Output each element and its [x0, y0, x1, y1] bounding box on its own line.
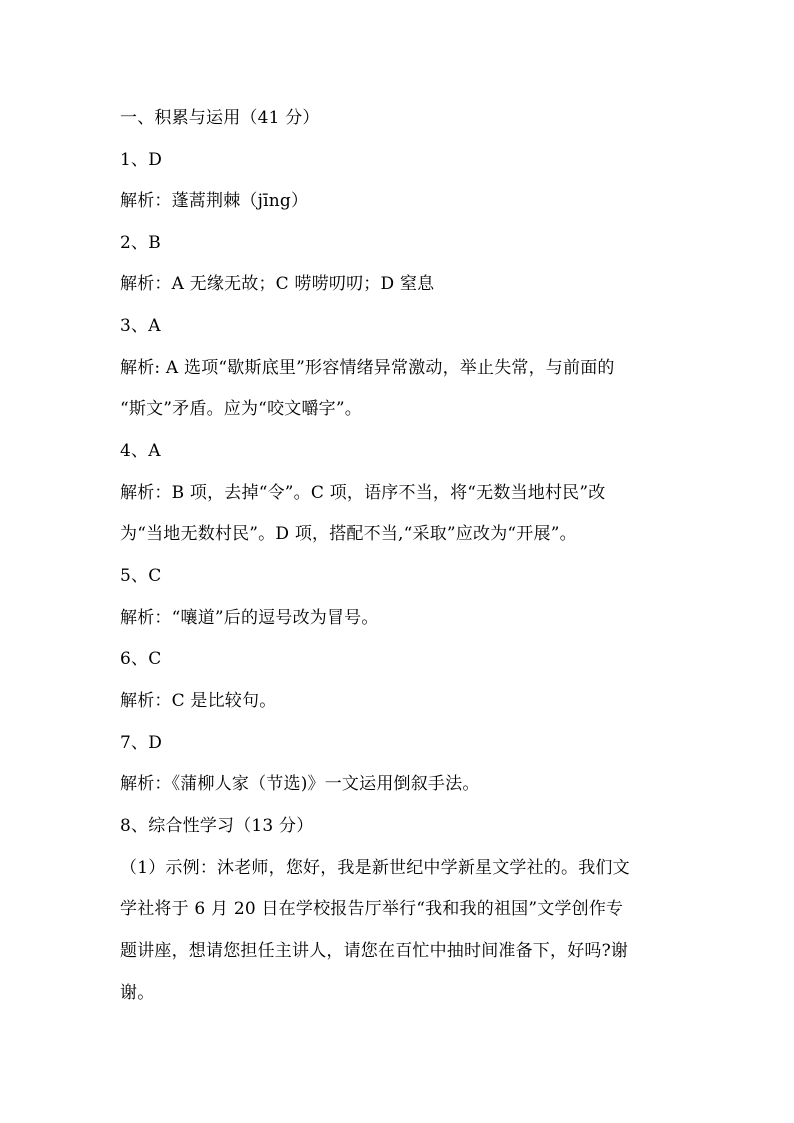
- item-4-analysis-line-1: 解析：B 项，去掉“令”。C 项，语序不当，将“无数当地村民”改: [120, 483, 606, 503]
- item-6-analysis: 解析：C 是比较句。: [120, 691, 277, 711]
- item-7-number: 7、D: [120, 733, 163, 753]
- item-3-analysis-line-2: “斯文”矛盾。应为“咬文嚼字”。: [120, 399, 362, 419]
- item-8-answer-line-4: 谢。: [120, 983, 155, 1003]
- item-8-answer-line-3: 题讲座，想请您担任主讲人，请您在百忙中抽时间准备下，好吗?谢: [120, 941, 629, 961]
- item-6-number: 6、C: [120, 649, 162, 669]
- item-5-number: 5、C: [120, 566, 162, 586]
- item-1-analysis: 解析：蓬蒿荆棘（jīng）: [120, 191, 309, 211]
- item-4-analysis-line-2: 为“当地无数村民”。D 项，搭配不当,“采取”应改为“开展”。: [120, 524, 577, 544]
- item-8-answer-line-1: （1）示例：沐老师，您好，我是新世纪中学新星文学社的。我们文: [120, 858, 630, 878]
- section-heading: 一、积累与运用（41 分）: [120, 108, 320, 128]
- item-2-analysis: 解析：A 无缘无故；C 唠唠叨叨；D 窒息: [120, 274, 435, 294]
- item-7-analysis: 解析：《蒲柳人家（节选)》一文运用倒叙手法。: [120, 774, 480, 794]
- item-3-analysis-line-1: 解析: A 选项“歇斯底里”形容情绪异常激动，举止失常，与前面的: [120, 358, 615, 378]
- item-1-number: 1、D: [120, 150, 163, 170]
- item-8-heading: 8、综合性学习（13 分）: [120, 816, 314, 836]
- item-2-number: 2、B: [120, 233, 161, 253]
- item-4-number: 4、A: [120, 441, 161, 461]
- item-5-analysis: 解析：“嚷道”后的逗号改为冒号。: [120, 608, 379, 628]
- item-8-answer-line-2: 学社将于 6 月 20 日在学校报告厅举行“我和我的祖国”文学创作专: [120, 899, 624, 919]
- item-3-number: 3、A: [120, 316, 161, 336]
